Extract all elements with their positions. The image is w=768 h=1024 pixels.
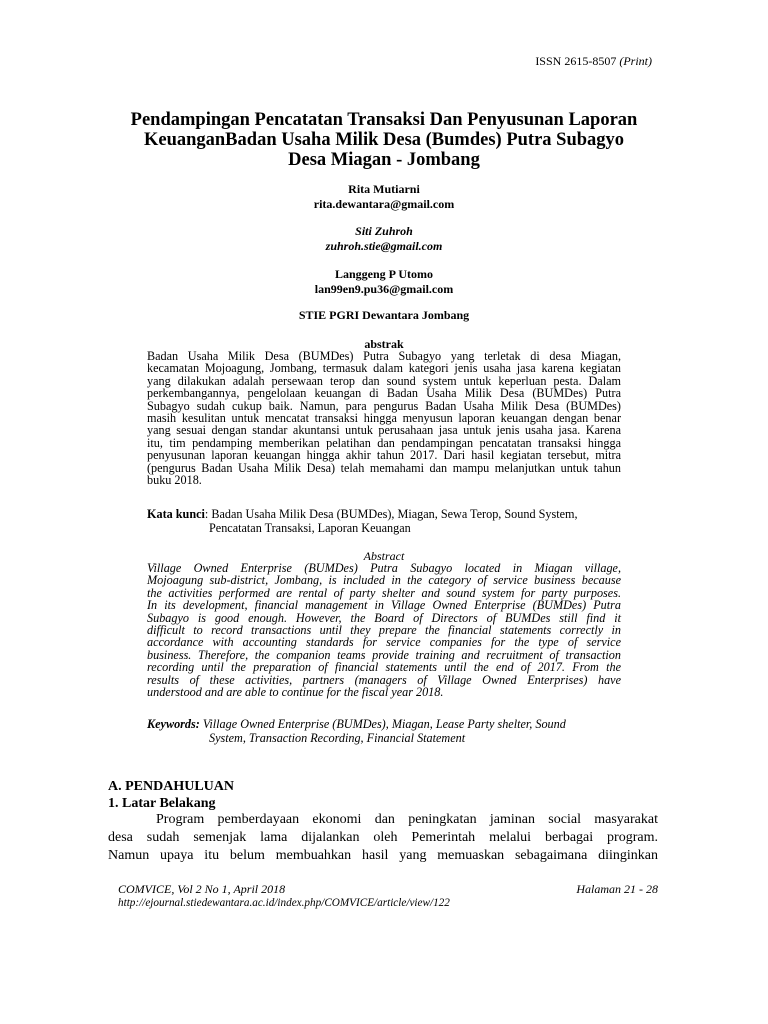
abstrak-heading: abstrak [364,337,404,351]
kata-kunci-label: Kata kunci [147,507,205,521]
abstract-line: accordance with accounting standards for service companies for the type of service [147,635,621,650]
keywords-label: Keywords: [147,717,200,731]
body-line: desa sudah semenjak lama dijalankan oleh Pemerintah melalui berbagai program. [108,830,658,845]
abstrak-line: kecamatan Mojoagung, Jombang, termasuk dalam kategori jenis usaha jasa karena kegiatan [147,361,621,376]
abstract-line: results of these activities, partners (managers of Village Owned Enterprises) have [147,672,621,687]
abstract-body [147,562,621,698]
abstract-line: Mojoagung sub-district, Jombang, is included in the category of service business because [147,573,621,588]
author-email[interactable]: lan99en9.pu36@gmail.com [314,282,454,296]
title-line: Pendampingan Pencatatan Transaksi Dan Penyusunan Laporan [130,110,638,130]
abstrak-line: yang sesuai dengan standar akuntansi untuk perusahaan jasa untuk jenis usaha jasa. Karena [147,423,621,438]
body-line: Program pemberdayaan ekonomi dan peningkatan jaminan social masyarakat [156,812,658,827]
kata-kunci-terms-cont: Pencatatan Transaksi, Laporan Keuangan [209,521,411,535]
abstract-line: Subagyo is good enough. However, the Board of Directors of BUMDes still find it [147,610,621,625]
subsection-heading: 1. Latar Belakang [108,796,216,811]
section-heading: A. PENDAHULUAN [108,779,234,794]
abstrak-line: Subagyo sudah cukup baik. Namun, para pengurus Badan Usaha Milik Desa (BUMDes) [147,398,621,413]
abstract-line: difficult to record transactions until they prepare the financial statements correctly in [147,623,621,638]
title-line: Desa Miagan - Jombang [288,150,480,170]
abstrak-line: buku 2018. [147,473,202,488]
abstrak-line: (pengurus Badan Usaha Milik Desa) telah memahami dan mampu melanjutkan untuk tahun [147,460,621,475]
footer-journal: COMVICE, Vol 2 No 1, April 2018 [118,882,286,896]
issn-print: (Print) [619,54,652,68]
author-block [100,182,668,212]
body-line: Namun upaya itu belum membuahkan hasil yang memuaskan sebagaimana diinginkan [108,848,658,863]
abstract-line: business. Therefore, the companion teams provide training and recruitment of transaction [147,647,621,662]
keywords-terms-cont: System, Transaction Recording, Financial Statement [209,731,466,745]
abstract-line: understood and are able to continue for the fiscal year 2018. [147,685,444,700]
abstrak-line: itu, tim pendamping memberikan pelatihan dan pendampingan pencatatan transaksi hingga [147,435,621,450]
abstract-heading: Abstract [363,549,405,563]
abstrak-line: penyusunan laporan keuangan hingga akhir tahun 2017. Dari hasil kegiatan tersebut, mitra [147,448,621,463]
abstract-line: the activities performed are rental of party shelter and sound system for party purposes. [147,585,621,600]
abstrak-line: yang dilakukan adalah persewaan terop dan sound system untuk keperluan pesta. Dalam [147,373,621,388]
author-name: Siti Zuhroh [355,224,413,238]
title-line: KeuanganBadan Usaha Milik Desa (Bumdes) Putra Subagyo [143,130,625,150]
keywords [147,717,621,745]
issn-number: ISSN 2615-8507 [535,54,617,68]
abstrak-line: Badan Usaha Milik Desa (BUMDes) Putra Subagyo yang terletak di desa Miagan, [147,349,621,363]
keywords-terms: Village Owned Enterprise (BUMDes), Miagan, Lease Party shelter, Sound [202,717,566,731]
paper-title [100,110,668,170]
abstract-line: Village Owned Enterprise (BUMDes) Putra Subagyo located in Miagan village, [147,561,621,575]
author-name: Rita Mutiarni [348,182,420,196]
abstrak-line: masih kesulitan untuk mencatat transaksi hingga menyusun laporan keuangan dengan benar [147,411,621,426]
footer-pages: Halaman 21 - 28 [576,882,658,896]
body-paragraph [108,811,658,865]
author-email[interactable]: zuhroh.stie@gmail.com [325,239,443,253]
issn-label [535,54,652,69]
kata-kunci-terms: : Badan Usaha Milik Desa (BUMDes), Miagan, Sewa Terop, Sound System, [204,507,578,521]
author-name: Langgeng P Utomo [334,267,433,281]
footer-url-link[interactable]: http://ejournal.stiedewantara.ac.id/index.php/COMVICE/article/view/122 [118,897,450,909]
abstract-line: In its development, financial management in Village Owned Enterprise (BUMDes) Putra [147,598,621,613]
author-email[interactable]: rita.dewantara@gmail.com [313,197,455,211]
abstrak-line: perkembangannya, pengelolaan keuangan di Badan Usaha Milik Desa (BUMDes) Putra [147,386,621,401]
kata-kunci [147,507,621,535]
author-block [100,267,668,297]
abstract-line: recording until the preparation of financial statements until the end of 2017. From the [147,660,621,675]
abstrak-body [147,350,621,486]
author-block [100,224,668,254]
affiliation: STIE PGRI Dewantara Jombang [298,308,470,322]
